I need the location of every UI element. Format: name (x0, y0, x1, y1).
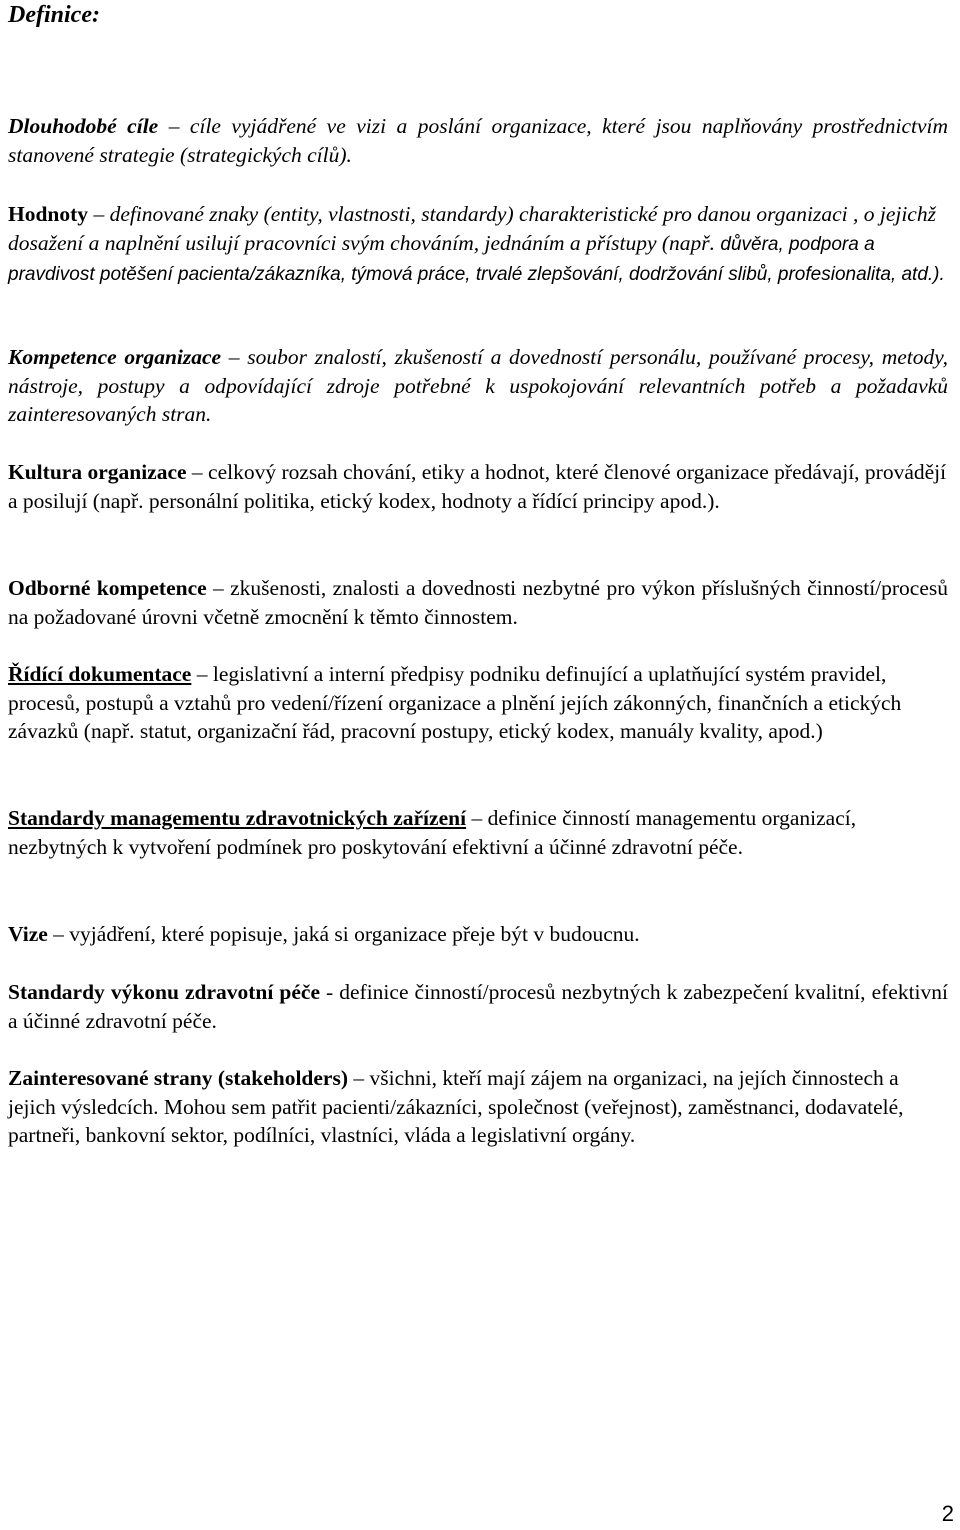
definition-ridici-dokumentace (8, 660, 948, 746)
definition-separator: – (88, 202, 110, 226)
definition-separator: – (191, 662, 213, 686)
definition-separator: – (221, 345, 248, 369)
definition-text: definované znaky (entity, vlastnosti, standardy) charakteristické pro danou organizaci , o jejichž dosažení a naplnění usilují pracovníci svým chováním, jednáním a přístupy (např. (8, 202, 936, 255)
definition-separator: – (186, 460, 209, 484)
definition-text-examples: důvěra, podpora a pravdivost potěšení pacienta/zákazníka, týmová práce, trvalé zlepšování, dodržování slibů, profesionalita, atd.). (8, 233, 945, 285)
definition-zainteresovane-strany (8, 1064, 948, 1150)
definition-text: legislativní a interní předpisy podniku definující a uplatňující systém pravidel, procesů, postupů a vztahů pro vedení/řízení organizace a plnění jejích zákonných, finančních a etických závazků (např. statut, organizační řád, pracovní postupy, etický kodex, manuály kvality, apod.) (8, 662, 902, 743)
definition-text: cíle vyjádřené ve vizi a poslání organizace, které jsou naplňovány prostřednictvím stanovené strategie (strategických cílů). (8, 114, 949, 167)
definition-text: vyjádření, které popisuje, jaká si organizace přeje být v budoucnu. (69, 922, 640, 946)
definition-dlouhodobe-cile (8, 112, 948, 169)
definition-kultura-organizace (8, 458, 948, 515)
definition-text: definice činností/procesů nezbytných k zabezpečení kvalitní, efektivní a účinné zdravotní péče. (8, 980, 948, 1033)
definition-term: Kultura organizace (8, 460, 187, 484)
definition-standardy-vykonu (8, 978, 948, 1035)
definition-text: zkušenosti, znalosti a dovednosti nezbytné pro výkon příslušných činností/procesů na požadované úrovni včetně zmocnění k těmto činnostem. (8, 576, 948, 629)
definition-term: Kompetence organizace (8, 345, 222, 369)
definition-hodnoty (8, 200, 948, 290)
definition-separator: – (158, 114, 190, 138)
definition-kompetence-organizace (8, 343, 948, 429)
definition-text: definice činností managementu organizací, nezbytných k vytvoření podmínek pro poskytování efektivní a účinné zdravotní péče. (8, 806, 857, 859)
definition-text: všichni, kteří mají zájem na organizaci, na jejích činnostech a jejich výsledcích. Mohou sem patřit pacienti/zákazníci, společnost (veřejnost), zaměstnanci, dodavatelé, partneři, bankovní sektor, podílníci, vlastníci, vláda a legislativní orgány. (8, 1066, 904, 1147)
definition-vize (8, 920, 948, 949)
definition-term: Zainteresované strany (stakeholders) (8, 1066, 349, 1090)
definition-term: Vize (8, 922, 48, 946)
definition-separator: - (320, 980, 340, 1004)
definition-separator: – (466, 806, 488, 830)
definition-term: Odborné kompetence (8, 576, 207, 600)
definition-term: Hodnoty (8, 202, 89, 226)
definition-separator: – (206, 576, 231, 600)
page-heading: Definice: (8, 2, 100, 28)
definition-term: Dlouhodobé cíle (8, 114, 159, 138)
definition-term: Řídící dokumentace (8, 662, 192, 686)
page-number: 2 (941, 1501, 954, 1526)
definition-odborne-kompetence (8, 574, 948, 631)
definition-text: soubor znalostí, zkušeností a dovedností personálu, používané procesy, metody, nástroje, postupy a odpovídající zdroje potřebné k uspokojování relevantních potřeb a požadavků zainteresovaných stran. (8, 345, 948, 426)
definition-term: Standardy výkonu zdravotní péče (8, 980, 320, 1004)
definition-standardy-managementu (8, 804, 948, 861)
definition-term: Standardy managementu zdravotnických zařízení (8, 806, 467, 830)
definition-text: celkový rozsah chování, etiky a hodnot, které členové organizace předávají, provádějí a posilují (např. personální politika, etický kodex, hodnoty a řídící principy apod.). (8, 460, 947, 513)
definition-separator: – (47, 922, 70, 946)
definition-separator: – (348, 1066, 370, 1090)
